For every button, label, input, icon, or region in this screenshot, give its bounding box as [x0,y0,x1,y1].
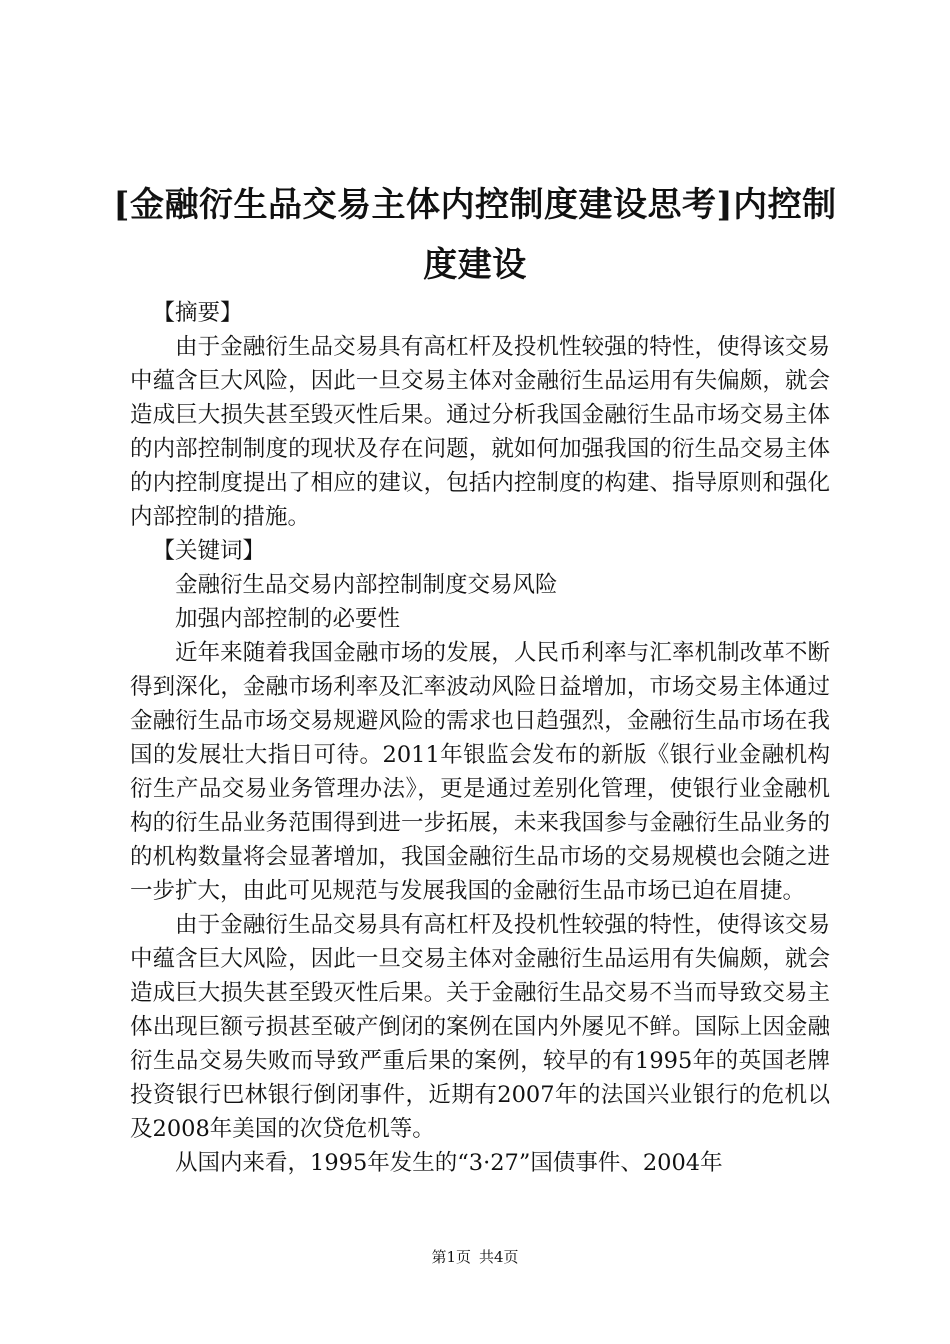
section-heading-necessity: 加强内部控制的必要性 [175,606,401,632]
body-paragraph: 由于金融衍生品交易具有高杠杆及投机性较强的特性，使得该交易中蕴含巨大风险，因此一旦交易主体对金融衍生品运用有失偏颇，就会造成巨大损失甚至毁灭性后果。关于金融衍生品交易不当而导致交易主体出现巨额亏损甚至破产倒闭的案例在国内外屡见不鲜。国际上因金融衍生品交易失败而导致严重后果的案例，较早的有1995年的英国老牌投资银行巴林银行倒闭事件，近期有2007年的法国兴业银行的危机以及2008年美国的次贷危机等。 [130,912,830,1142]
body-paragraph: 从国内来看，1995年发生的“3·27”国债事件、2004年 [175,1150,723,1176]
document-title: [金融衍生品交易主体内控制度建设思考]内控制度建设 [113,185,837,285]
keywords-line: 金融衍生品交易内部控制制度交易风险 [175,572,558,598]
page-number: 第1页 [431,1248,471,1266]
page-footer [0,1247,950,1267]
page-total: 共4页 [479,1248,519,1266]
abstract-heading: 【摘要】 [152,300,243,326]
document-body [130,296,830,1180]
body-paragraph: 近年来随着我国金融市场的发展，人民币利率与汇率机制改革不断得到深化，金融市场利率及汇率波动风险日益增加，市场交易主体通过金融衍生品市场交易规避风险的需求也日趋强烈，金融衍生品市场在我国的发展壮大指日可待。2011年银监会发布的新版《银行业金融机构衍生产品交易业务管理办法》，更是通过差别化管理，使银行业金融机构的衍生品业务范围得到进一步拓展，未来我国参与金融衍生品业务的的机构数量将会显著增加，我国金融衍生品市场的交易规模也会随之进一步扩大，由此可见规范与发展我国的金融衍生品市场已迫在眉捷。 [130,640,830,904]
abstract-paragraph: 由于金融衍生品交易具有高杠杆及投机性较强的特性，使得该交易中蕴含巨大风险，因此一旦交易主体对金融衍生品运用有失偏颇，就会造成巨大损失甚至毁灭性后果。通过分析我国金融衍生品市场交易主体的内部控制制度的现状及存在问题，就如何加强我国的衍生品交易主体的内控制度提出了相应的建议，包括内控制度的构建、指导原则和强化内部控制的措施。 [130,334,830,530]
keywords-heading: 【关键词】 [152,538,266,564]
